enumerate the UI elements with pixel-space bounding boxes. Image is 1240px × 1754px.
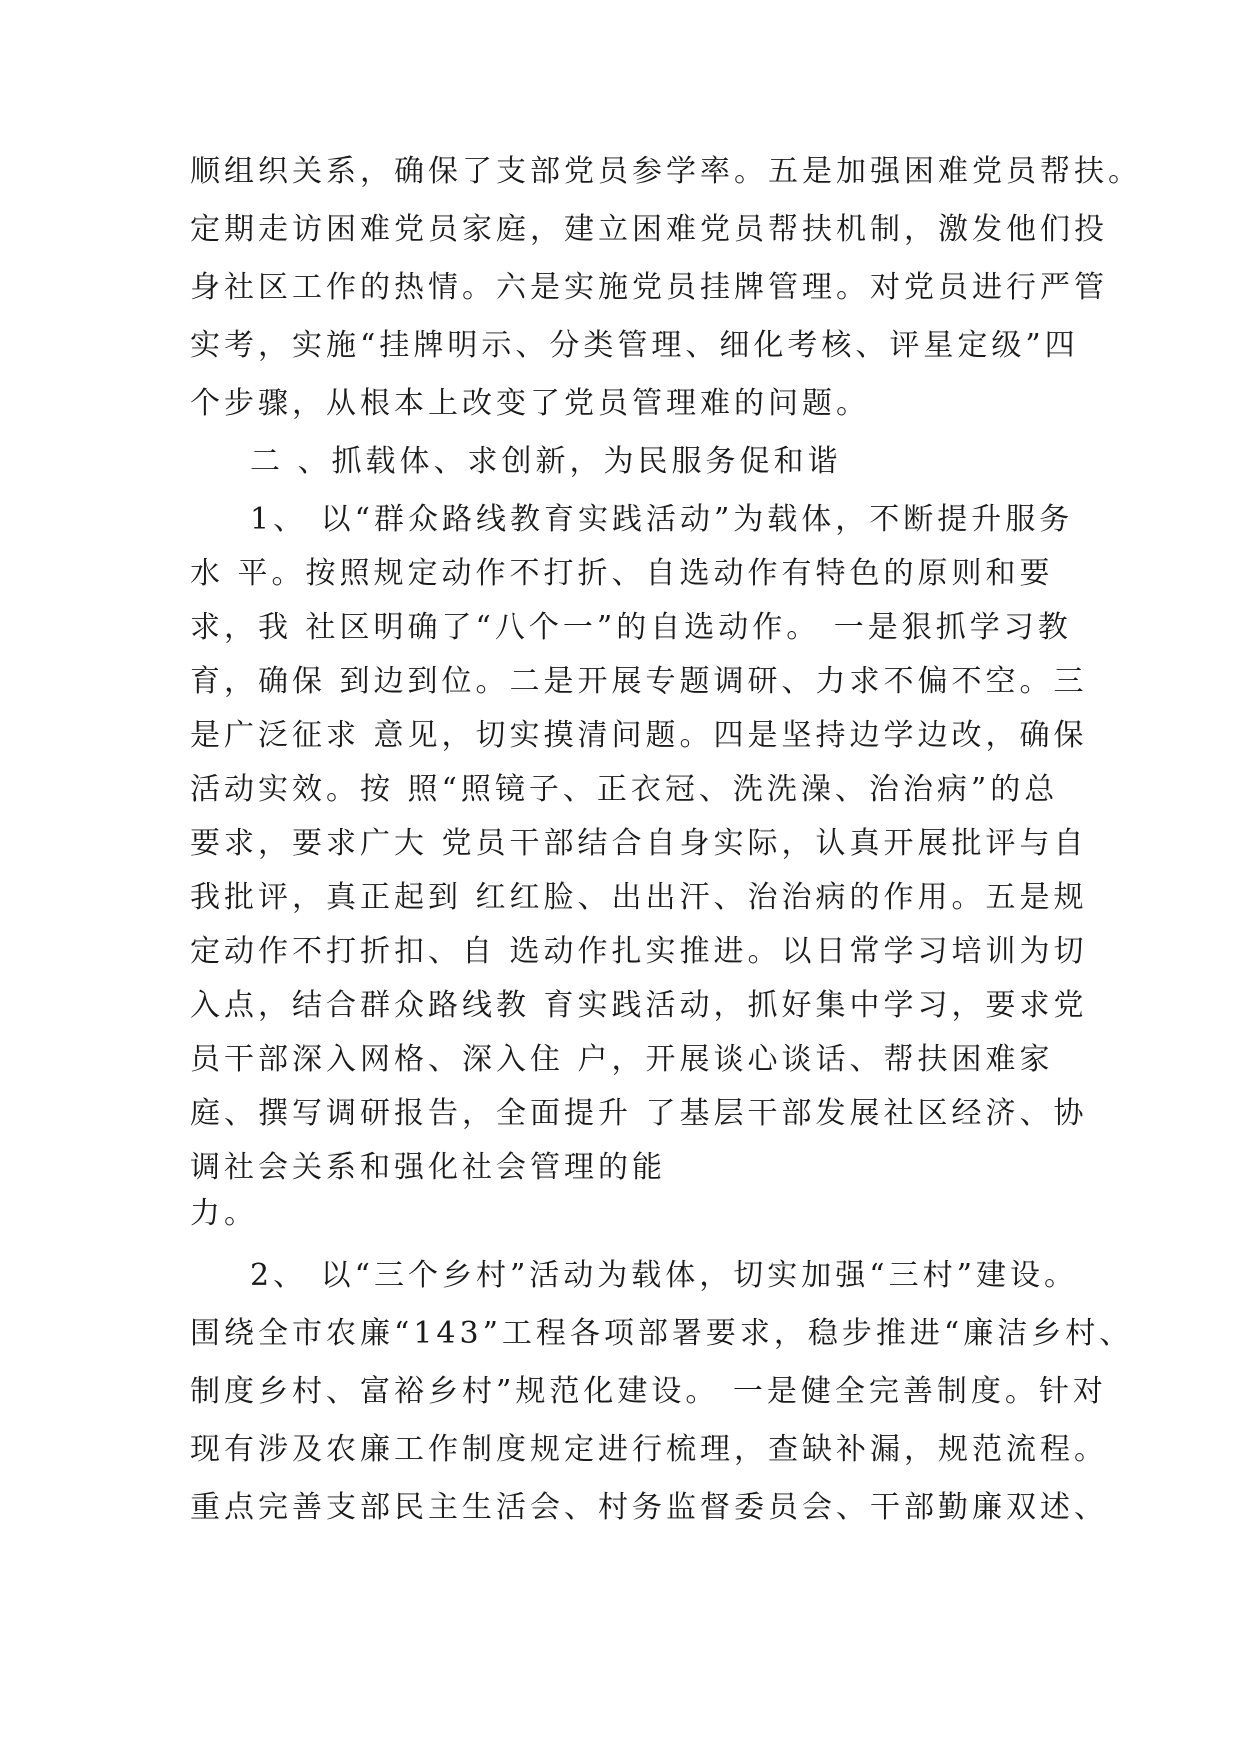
text-line: 身社区工作的热情。六是实施党员挂牌管理。对党员进行严管 [190, 270, 1108, 305]
text-line: 入点，结合群众路线教 育实践活动，抓好集中学习，要求党 [190, 988, 1088, 1023]
text-line: 我批评，真正起到 红红脸、出出汗、治治病的作用。五是规 [190, 880, 1088, 915]
text-line: 定期走访困难党员家庭，建立困难党员帮扶机制，激发他们投 [190, 212, 1108, 247]
text-line: 庭、撰写调研报告，全面提升 了基层干部发展社区经济、协 [190, 1096, 1088, 1131]
text-line: 员干部深入网格、深入住 户，开展谈心谈话、帮扶困难家 [190, 1042, 1054, 1077]
text-line: 重点完善支部民主生活会、村务监督委员会、干部勤廉双述、 [190, 1490, 1108, 1525]
text-line: 力。 [190, 1196, 258, 1231]
text-line: 定动作不打折扣、自 选动作扎实推进。以日常学习培训为切 [190, 934, 1088, 969]
text-line: 围绕全市农廉“143”工程各项部署要求，稳步推进“廉洁乡村、 [190, 1316, 1134, 1351]
text-line: 水 平。按照规定动作不打折、自选动作有特色的原则和要 [190, 556, 1054, 591]
text-line: 制度乡村、富裕乡村”规范化建设。 一是健全完善制度。针对 [190, 1374, 1107, 1409]
text-line: 实考，实施“挂牌明示、分类管理、细化考核、评星定级”四 [190, 328, 1079, 363]
text-line: 顺组织关系，确保了支部党员参学率。五是加强困难党员帮扶。 [190, 154, 1142, 189]
text-line: 1、 以“群众路线教育实践活动”为载体，不断提升服务 [250, 502, 1074, 537]
text-line: 调社会关系和强化社会管理的能 [190, 1150, 666, 1185]
text-line: 现有涉及农廉工作制度规定进行梳理，查缺补漏，规范流程。 [190, 1432, 1108, 1467]
text-line: 2、 以“三个乡村”活动为载体，切实加强“三村”建设。 [250, 1258, 1078, 1293]
text-line: 求，我 社区明确了“八个一”的自选动作。 一是狠抓学习教 [190, 610, 1072, 645]
text-line: 育，确保 到边到位。二是开展专题调研、力求不偏不空。三 [190, 664, 1088, 699]
section-heading: 二 、抓载体、求创新，为民服务促和谐 [250, 444, 842, 479]
text-line: 是广泛征求 意见，切实摸清问题。四是坚持边学边改，确保 [190, 718, 1088, 753]
text-line: 要求，要求广大 党员干部结合自身实际，认真开展批评与自 [190, 826, 1088, 861]
text-line: 活动实效。按 照“照镜子、正衣冠、洗洗澡、治治病”的总 [190, 772, 1059, 807]
text-line: 个步骤，从根本上改变了党员管理难的问题。 [190, 386, 870, 421]
